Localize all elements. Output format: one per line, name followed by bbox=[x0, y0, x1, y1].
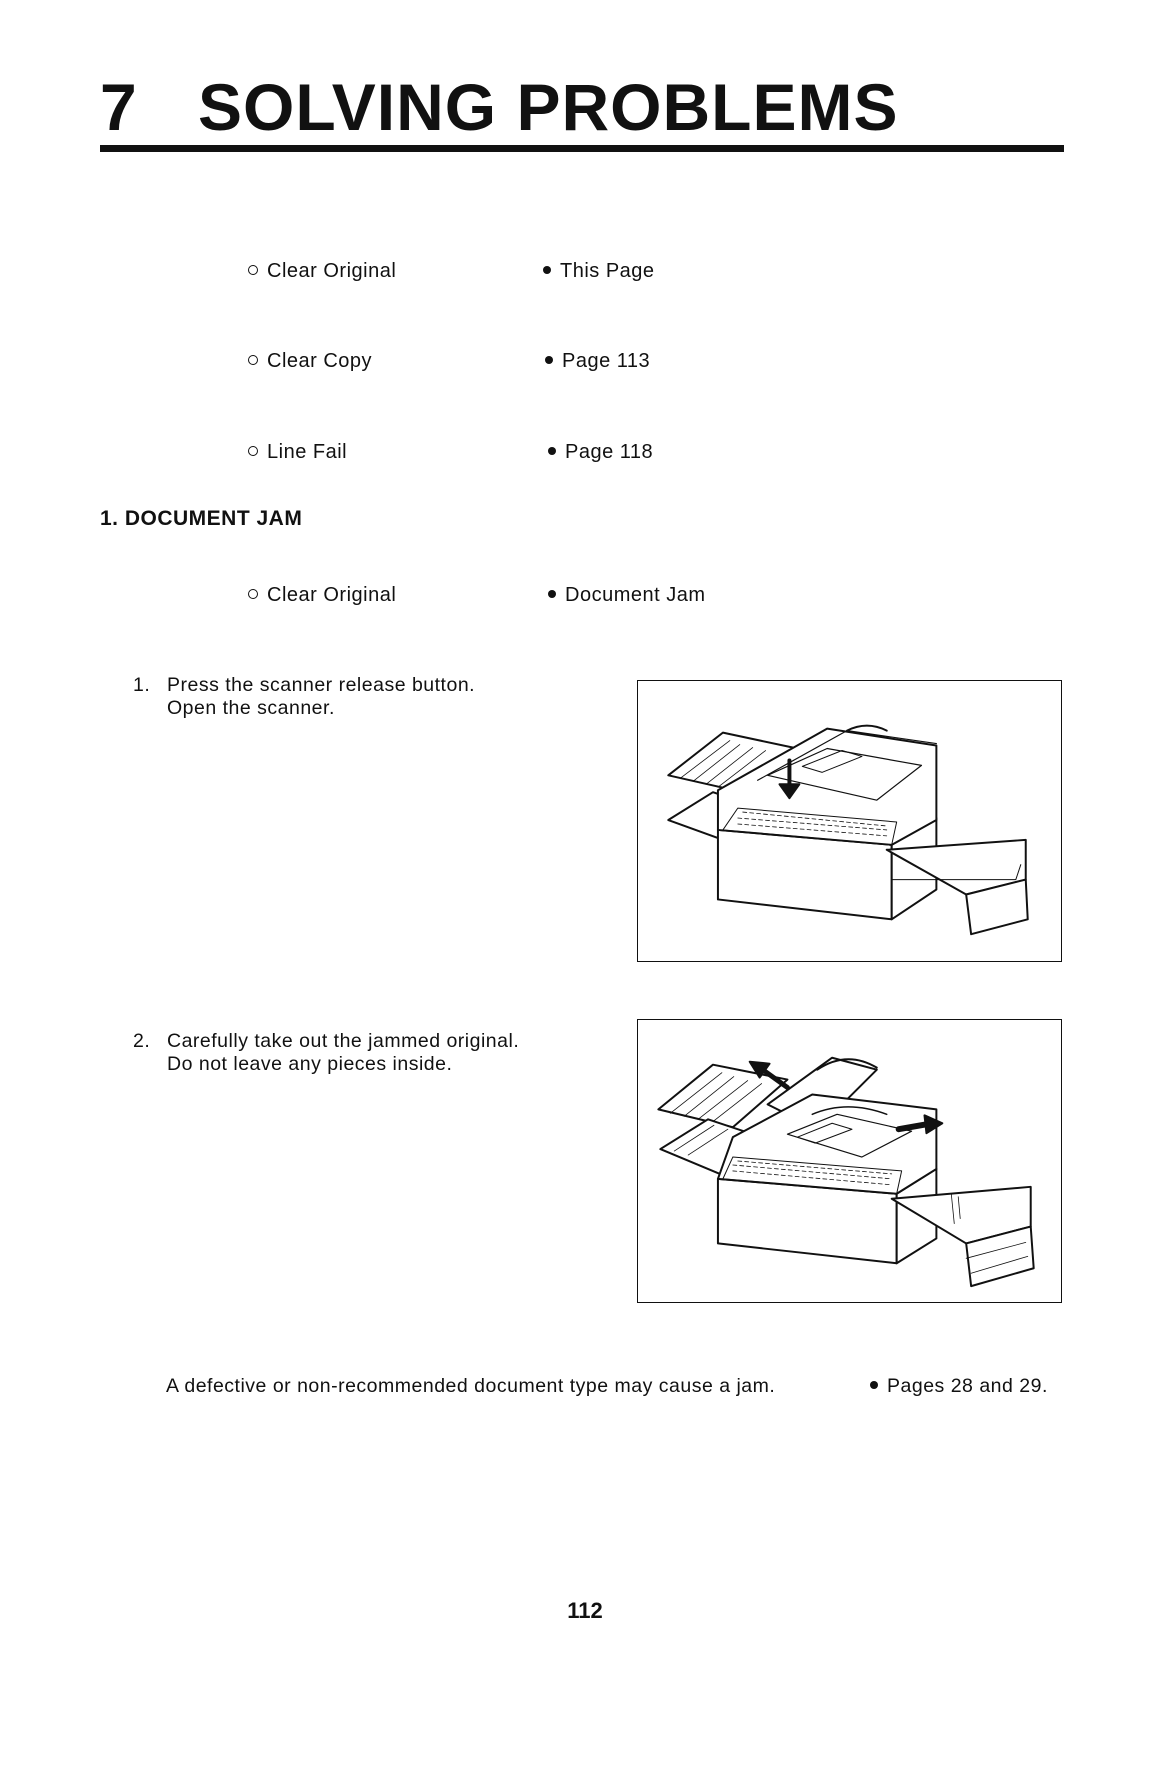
chapter-title-text: SOLVING PROBLEMS bbox=[198, 70, 899, 144]
reference-document-jam bbox=[548, 585, 706, 605]
figure-2 bbox=[637, 1019, 1062, 1303]
open-circle-icon bbox=[248, 351, 258, 371]
chapter-title bbox=[100, 70, 899, 144]
figure-1 bbox=[637, 680, 1062, 962]
display-item-clear-copy bbox=[248, 351, 372, 371]
reference-label: Page 113 bbox=[562, 350, 651, 372]
fax-remove-original-illustration bbox=[638, 1020, 1061, 1302]
chapter-number: 7 bbox=[100, 70, 138, 144]
open-circle-icon bbox=[248, 442, 258, 462]
section-heading: 1. DOCUMENT JAM bbox=[100, 507, 303, 530]
bullet-icon bbox=[548, 442, 556, 462]
step-line: Press the scanner release button. bbox=[167, 674, 476, 696]
page-number: 112 bbox=[567, 1598, 603, 1623]
bullet-icon bbox=[548, 585, 556, 605]
step-1 bbox=[133, 674, 573, 724]
step-line: Open the scanner. bbox=[167, 697, 335, 719]
step-number: 2. bbox=[133, 1030, 151, 1052]
display-label: Clear Original bbox=[267, 260, 397, 282]
open-circle-icon bbox=[248, 261, 258, 281]
title-rule bbox=[100, 145, 1064, 152]
reference-page-113 bbox=[545, 351, 650, 371]
note-reference bbox=[870, 1377, 1048, 1397]
display-label: Clear Original bbox=[267, 584, 397, 606]
open-circle-icon bbox=[248, 585, 258, 605]
step-2 bbox=[133, 1030, 573, 1080]
bullet-icon bbox=[545, 351, 553, 371]
step-line: Carefully take out the jammed original. bbox=[167, 1030, 520, 1052]
reference-page-118 bbox=[548, 442, 653, 462]
display-label: Line Fail bbox=[267, 441, 348, 463]
reference-label: Document Jam bbox=[565, 584, 706, 606]
step-number: 1. bbox=[133, 674, 151, 696]
fax-scanner-release-illustration bbox=[638, 681, 1061, 961]
note-text: A defective or non-recommended document type may cause a jam. bbox=[166, 1375, 776, 1397]
reference-label: Page 118 bbox=[565, 441, 654, 463]
bullet-icon bbox=[543, 261, 551, 281]
reference-label: Pages 28 and 29. bbox=[887, 1375, 1048, 1397]
reference-label: This Page bbox=[560, 260, 655, 282]
display-item-section bbox=[248, 585, 396, 605]
step-line: Do not leave any pieces inside. bbox=[167, 1053, 453, 1075]
display-item-line-fail bbox=[248, 442, 347, 462]
display-label: Clear Copy bbox=[267, 350, 373, 372]
reference-this-page bbox=[543, 261, 655, 281]
display-item-clear-original bbox=[248, 261, 396, 281]
bullet-icon bbox=[870, 1377, 878, 1397]
